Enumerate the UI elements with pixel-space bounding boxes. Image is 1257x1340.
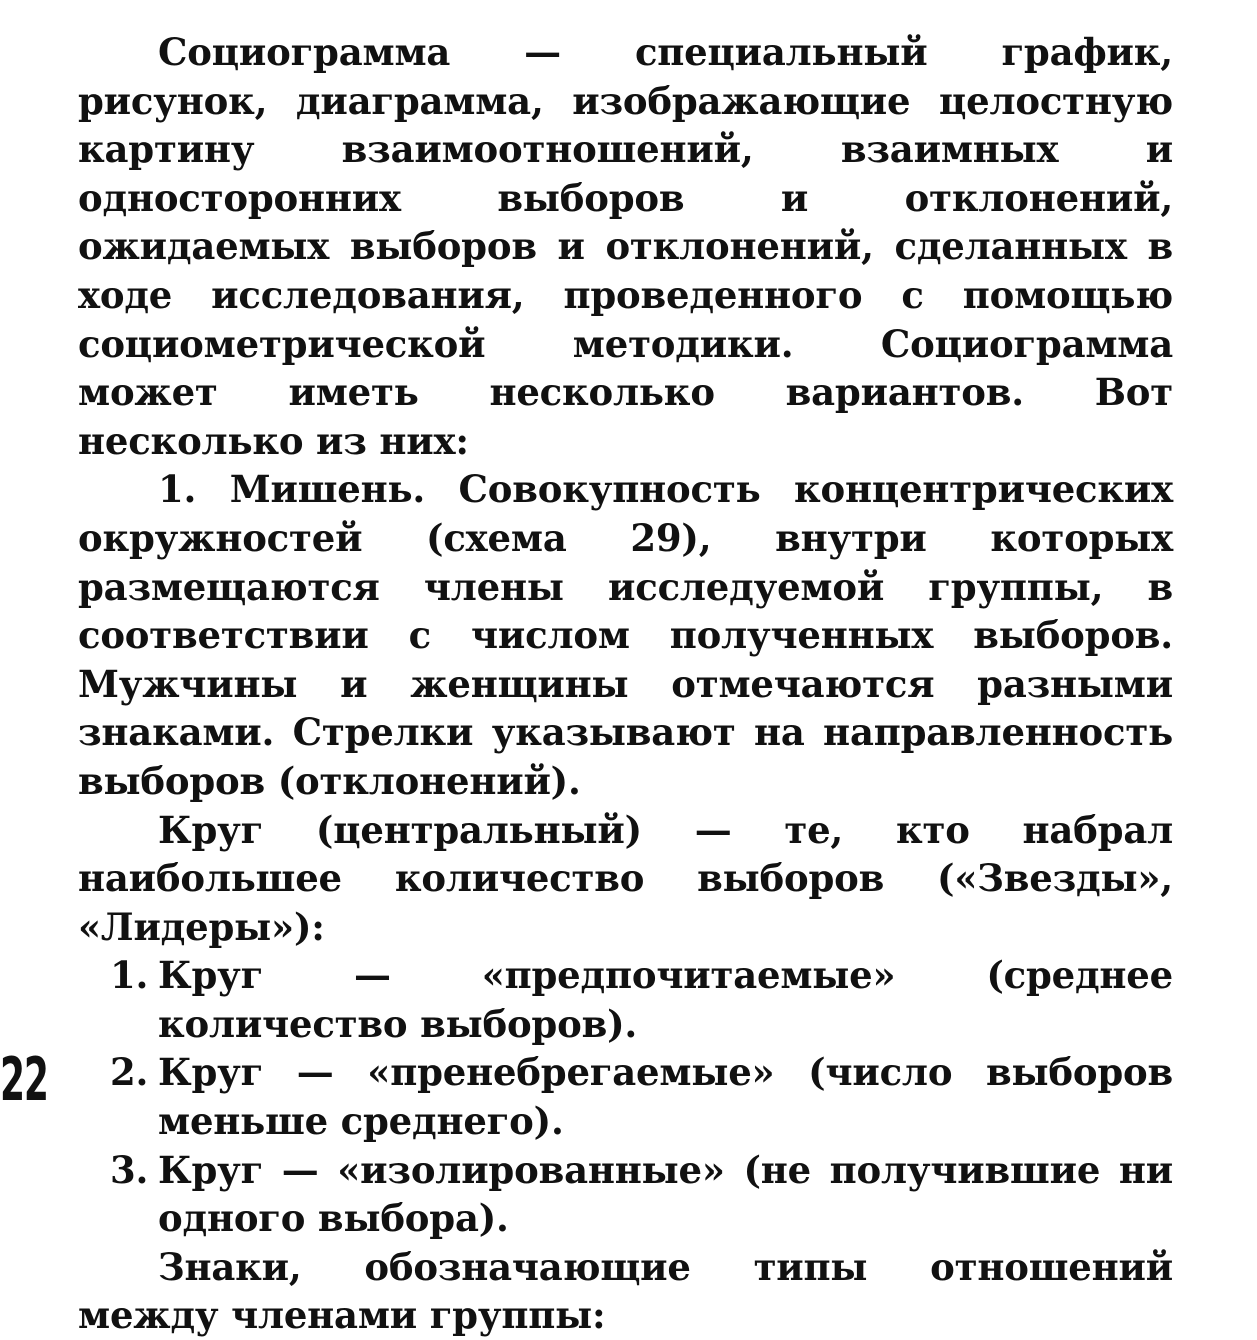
circle-list xyxy=(78,951,1173,1243)
list-item-text: Круг — «изолированные» (не получившие ни одного выбора). xyxy=(158,1147,1173,1241)
paragraph-sociogram-text: — специальный график, рисунок, диаграмма, изображающие целостную картину взаимоотношений, взаимных и односторонних выборов и отклонений, ожидаемых выборов и отклонений, сделанных в ходе исследования, проведенного с помощью социометрической методики. Социограмма может иметь несколько вариантов. Вот несколько из них: xyxy=(78,30,1173,463)
list-item xyxy=(78,1048,1173,1145)
paragraph-signs: Знаки, обозначающие типы отношений между членами группы: xyxy=(78,1244,1173,1338)
paragraph-target xyxy=(78,465,1173,805)
paragraph-target-text: . Совокупность концентрических окружностей (схема 29), внутри которых размещаются члены исследуемой группы, в соответствии с числом полученных выборов. Мужчины и женщины отмечаются разными знаками. Стрелки указывают на направленность выборов (отклонений). xyxy=(78,467,1174,803)
list-item xyxy=(78,951,1173,1048)
list-item-number: 3. xyxy=(110,1147,149,1192)
list-item-number: 1. xyxy=(110,953,149,998)
page-body xyxy=(78,28,1173,1340)
page-number: 22 xyxy=(0,1045,48,1115)
term-sociogram: Социограмма xyxy=(158,30,451,74)
list-item-text: Круг — «пренебрегаемые» (число выборов меньше среднего). xyxy=(158,1050,1173,1144)
term-target: 1. Мишень xyxy=(158,467,413,512)
list-item xyxy=(78,1146,1173,1243)
paragraph-sociogram-definition xyxy=(78,28,1173,465)
paragraph-central-circle: Круг (центральный) — те, кто набрал наибольшее количество выборов («Звезды», «Лидеры»): xyxy=(78,807,1173,949)
list-item-number: 2. xyxy=(110,1050,149,1095)
list-item-text: Круг — «предпочитаемые» (среднее количество выборов). xyxy=(158,953,1173,1046)
